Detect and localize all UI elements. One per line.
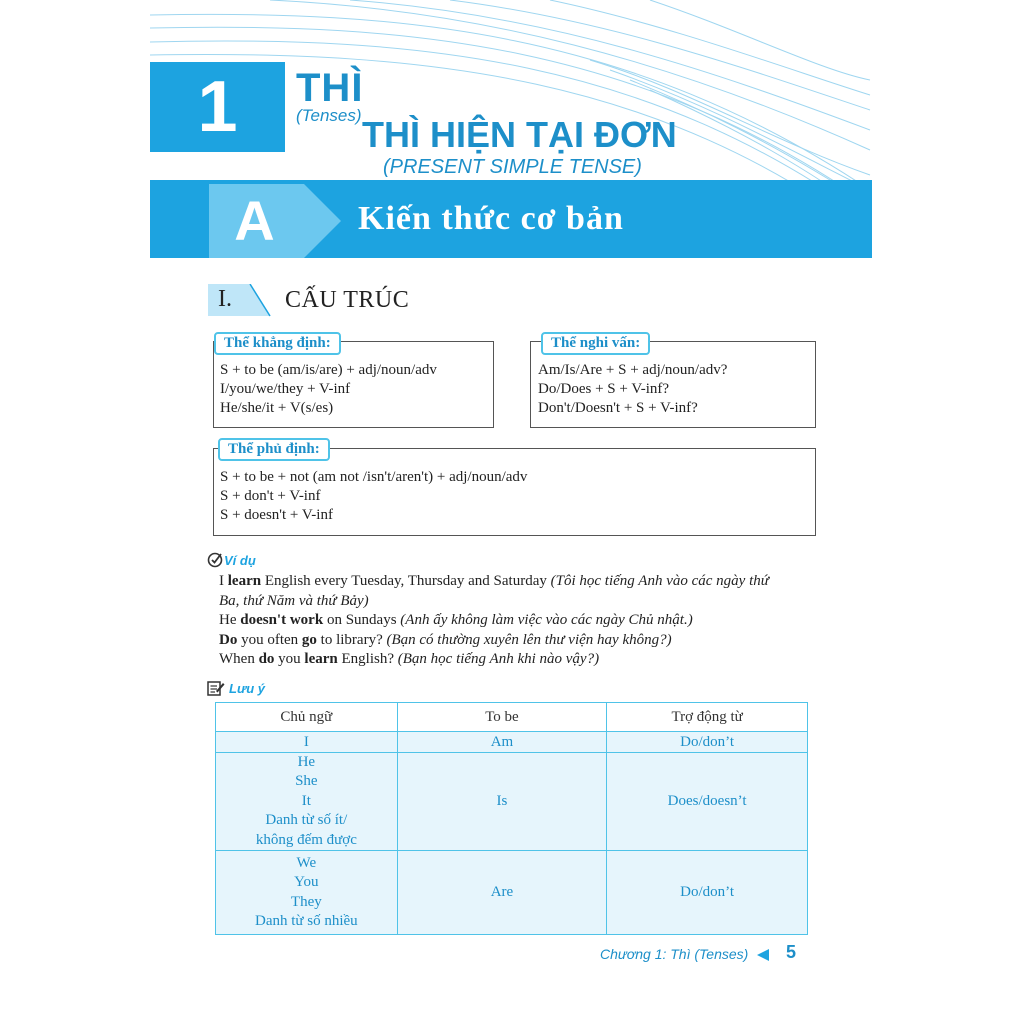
negative-box — [213, 448, 816, 536]
formula-line: S + to be + not (am not /isn't/aren't) + adj/noun/adv — [220, 469, 528, 485]
ex-translation: Ba, thứ Năm và thứ Bảy) — [219, 592, 369, 609]
subject-item: It — [301, 792, 311, 809]
part-title: CẤU TRÚC — [285, 287, 410, 313]
table-row — [216, 851, 808, 935]
ex-verb: learn — [227, 573, 262, 589]
section-letter: A — [234, 189, 275, 252]
ex-text: When — [219, 651, 259, 667]
ex-text: you — [274, 651, 305, 667]
ex-text: English? — [337, 651, 398, 667]
subject-item: We — [296, 854, 317, 871]
column-header: Chủ ngữ — [216, 703, 398, 732]
example-line — [219, 592, 769, 612]
example-line — [219, 631, 769, 651]
formula-line: Am/Is/Are + S + adj/noun/adv? — [538, 362, 728, 378]
note-heading: Lưu ý — [229, 681, 266, 696]
to-be-cell: Is — [397, 753, 607, 851]
example-line — [219, 572, 769, 592]
section-title: Kiến thức cơ bản — [358, 200, 624, 237]
table-row — [216, 732, 808, 753]
ex-verb: Do — [219, 631, 238, 648]
page-number: 5 — [786, 942, 797, 962]
examples-heading: Ví dụ — [224, 553, 256, 568]
ex-translation: (Tôi học tiếng Anh vào các ngày thứ — [550, 573, 769, 589]
ex-text: He — [219, 612, 241, 628]
column-header: Trợ động từ — [607, 703, 808, 732]
ex-text: I — [219, 573, 228, 589]
note-pad-icon — [207, 680, 225, 696]
ex-verb: doesn't work — [240, 612, 324, 628]
ex-text: on Sundays — [323, 612, 401, 628]
subject-item: You — [294, 874, 319, 891]
footer-chapter: Chương 1: Thì (Tenses) — [600, 946, 749, 962]
ex-translation: (Bạn có thường xuyên lên thư viện hay không?) — [386, 631, 672, 648]
lesson-title: THÌ HIỆN TẠI ĐƠN — [362, 114, 677, 155]
subject-item: I — [303, 733, 309, 750]
subject-item: không đếm được — [255, 831, 357, 848]
example-line — [219, 650, 769, 670]
aux-cell: Do/don’t — [607, 851, 808, 935]
ex-text: you often — [237, 631, 302, 648]
aux-cell: Does/doesn’t — [607, 753, 808, 851]
subject-item: She — [295, 773, 318, 790]
ex-translation: (Anh ấy không làm việc vào các ngày Chủ nhật.) — [400, 612, 693, 628]
lesson-subtitle: (PRESENT SIMPLE TENSE) — [383, 156, 642, 178]
formula-line: S + doesn't + V-inf — [220, 507, 333, 523]
subject-item: Danh từ số ít/ — [265, 812, 348, 829]
example-line — [219, 611, 769, 631]
subject-item: Danh từ số nhiều — [254, 912, 358, 929]
formula-line: Don't/Doesn't + S + V-inf? — [538, 400, 698, 416]
note-table — [215, 702, 808, 935]
formula-line: S + don't + V-inf — [220, 488, 321, 504]
to-be-cell: Am — [397, 732, 607, 753]
to-be-cell: Are — [397, 851, 607, 935]
ex-verb: do — [258, 651, 275, 667]
formula-line: I/you/we/they + V-inf — [220, 381, 351, 397]
aux-cell: Do/don’t — [607, 732, 808, 753]
chapter-number: 1 — [150, 62, 285, 152]
ex-translation: (Bạn học tiếng Anh khi nào vậy?) — [397, 651, 600, 667]
interrogative-label: Thể nghi vấn: — [541, 332, 650, 355]
formula-line: Do/Does + S + V-inf? — [538, 381, 670, 397]
examples-list — [219, 572, 769, 670]
subject-cell — [216, 851, 398, 935]
subject-cell — [216, 753, 398, 851]
subject-item: He — [297, 754, 316, 770]
column-header: To be — [397, 703, 607, 732]
chapter-subtitle: (Tenses) — [296, 106, 362, 125]
table-header-row — [216, 703, 808, 732]
subject-cell — [216, 732, 398, 753]
formula-line: He/she/it + V(s/es) — [220, 400, 334, 416]
part-number: I. — [218, 286, 232, 312]
chapter-title: THÌ — [296, 66, 364, 110]
ex-verb: learn — [304, 651, 338, 667]
ex-verb: go — [301, 631, 317, 648]
arrow-left-icon — [756, 948, 770, 962]
pencil-check-icon — [207, 552, 223, 568]
formula-line: S + to be (am/is/are) + adj/noun/adv — [220, 362, 437, 378]
ex-text: English every Tuesday, Thursday and Saturday — [261, 573, 551, 589]
ex-text: to library? — [316, 631, 387, 648]
subject-item: They — [290, 893, 322, 910]
affirmative-label: Thể khẳng định: — [214, 332, 341, 355]
negative-label: Thể phủ định: — [218, 438, 330, 461]
table-row — [216, 753, 808, 851]
